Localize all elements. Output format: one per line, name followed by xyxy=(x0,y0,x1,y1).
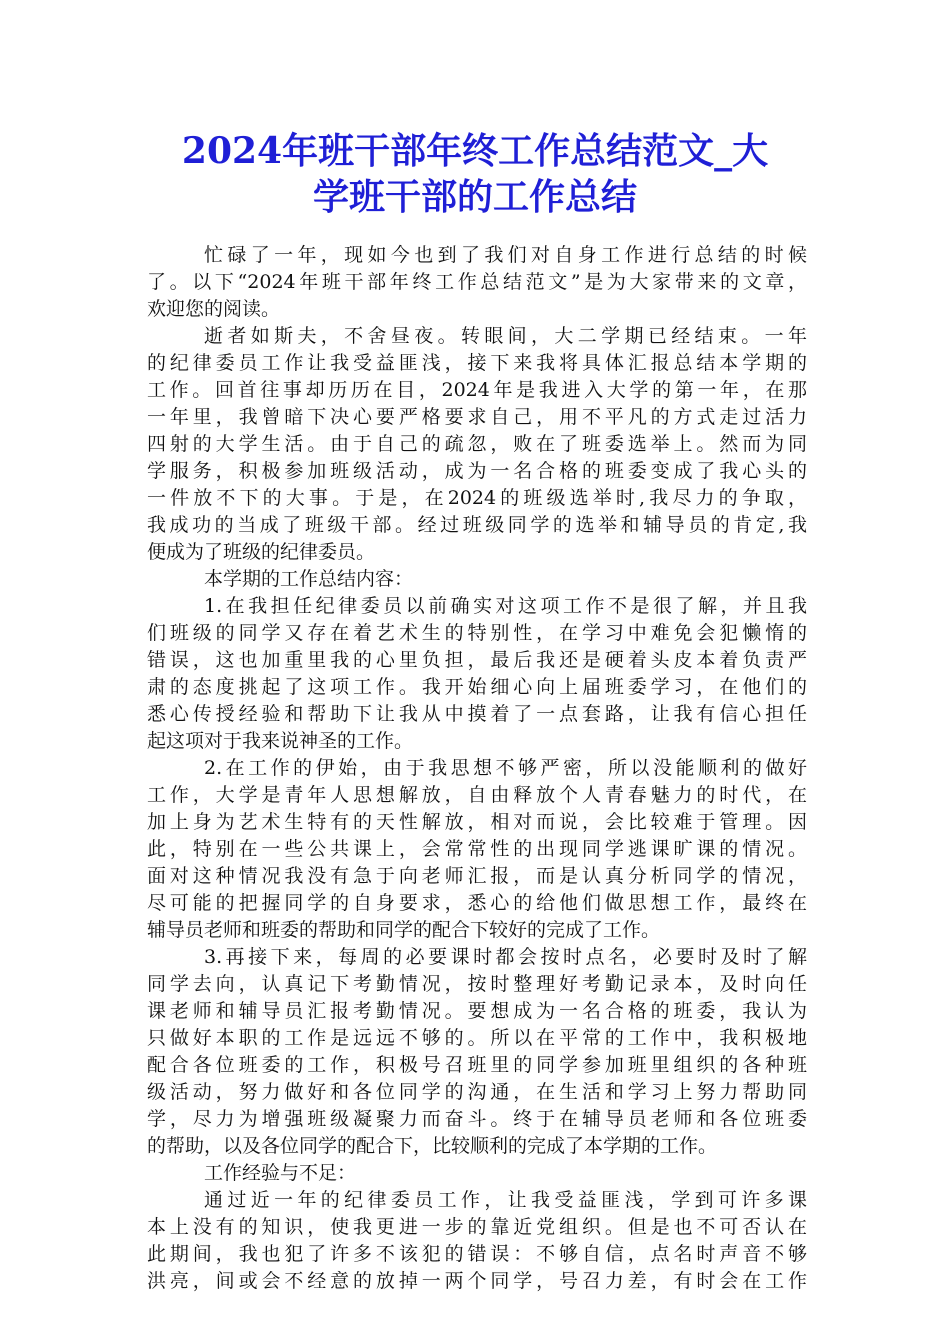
text-line: 学服务，积极参加班级活动，成为一名合格的班委变成了我心头的 xyxy=(147,460,807,482)
text-line: 悉心传授经验和帮助下让我从中摸着了一点套路，让我有信心担任 xyxy=(147,703,807,725)
text-line: 此期间，我也犯了许多不该犯的错误：不够自信，点名时声音不够 xyxy=(147,1243,807,1265)
text-line: 便成为了班级的纪律委员。 xyxy=(147,541,376,563)
text-line: 2.在工作的伊始，由于我思想不够严密，所以没能顺利的做好 xyxy=(204,757,807,779)
text-line: 同学去向，认真记下考勤情况，按时整理好考勤记录本，及时向任 xyxy=(147,973,807,995)
text-line: 级活动，努力做好和各位同学的沟通，在生活和学习上努力帮助同 xyxy=(147,1081,807,1103)
text-line: 一件放不下的大事。于是，在2024的班级选举时,我尽力的争取， xyxy=(147,487,807,509)
text-line: 一年里，我曾暗下决心要严格要求自己，用不平凡的方式走过活力 xyxy=(147,406,807,428)
paragraph xyxy=(147,242,807,323)
text-line: 尽可能的把握同学的自身要求，悉心的给他们做思想工作，最终在 xyxy=(147,892,807,914)
text-line: 们班级的同学又存在着艺术生的特别性，在学习中难免会犯懒惰的 xyxy=(147,622,807,644)
text-line: 的帮助，以及各位同学的配合下，比较顺利的完成了本学期的工作。 xyxy=(147,1135,718,1157)
text-line: 本学期的工作总结内容： xyxy=(204,568,414,590)
text-line: 的纪律委员工作让我受益匪浅，接下来我将具体汇报总结本学期的 xyxy=(147,352,807,374)
text-line: 配合各位班委的工作，积极号召班里的同学参加班里组织的各种班 xyxy=(147,1054,807,1076)
text-line: 忙碌了一年，现如今也到了我们对自身工作进行总结的时候 xyxy=(204,244,807,266)
document-title xyxy=(120,128,830,220)
paragraph xyxy=(147,944,807,1160)
paragraph xyxy=(147,566,807,593)
text-line: 学，尽力为增强班级凝聚力而奋斗。终于在辅导员老师和各位班委 xyxy=(147,1108,807,1130)
document-body xyxy=(147,242,807,1295)
text-line: 1.在我担任纪律委员以前确实对这项工作不是很了解，并且我 xyxy=(204,595,807,617)
text-line: 辅导员老师和班委的帮助和同学的配合下较好的完成了工作。 xyxy=(147,919,661,941)
text-line: 四射的大学生活。由于自己的疏忽，败在了班委选举上。然而为同 xyxy=(147,433,807,455)
text-line: 错误，这也加重里我的心里负担，最后我还是硬着头皮本着负责严 xyxy=(147,649,807,671)
text-line: 面对这种情况我没有急于向老师汇报，而是认真分析同学的情况， xyxy=(147,865,807,887)
title-line: 学班干部的工作总结 xyxy=(312,176,637,218)
text-line: 肃的态度挑起了这项工作。我开始细心向上届班委学习，在他们的 xyxy=(147,676,807,698)
text-line: 通过近一年的纪律委员工作，让我受益匪浅，学到可许多课 xyxy=(204,1189,807,1211)
text-line: 此，特别在一些公共课上，会常常性的出现同学逃课旷课的情况。 xyxy=(147,838,807,860)
text-line: 欢迎您的阅读。 xyxy=(147,298,281,320)
text-line: 课老师和辅导员汇报考勤情况。要想成为一名合格的班委，我认为 xyxy=(147,1000,807,1022)
title-line: 2024年班干部年终工作总结范文_大 xyxy=(181,130,769,172)
paragraph xyxy=(147,1187,807,1295)
text-line: 工作，大学是青年人思想解放，自由释放个人青春魅力的时代，在 xyxy=(147,784,807,806)
text-line: 只做好本职的工作是远远不够的。所以在平常的工作中，我积极地 xyxy=(147,1027,807,1049)
paragraph xyxy=(147,755,807,944)
text-line: 逝者如斯夫，不舍昼夜。转眼间，大二学期已经结束。一年 xyxy=(204,325,807,347)
paragraph xyxy=(147,1160,807,1187)
text-line: 洪亮，间或会不经意的放掉一两个同学，号召力差，有时会在工作 xyxy=(147,1270,807,1292)
paragraph xyxy=(147,593,807,755)
text-line: 工作经验与不足： xyxy=(204,1162,357,1184)
text-line: 本上没有的知识，使我更进一步的靠近党组织。但是也不可否认在 xyxy=(147,1216,807,1238)
text-line: 加上身为艺术生特有的天性解放，相对而说，会比较难于管理。因 xyxy=(147,811,807,833)
text-line: 起这项对于我来说神圣的工作。 xyxy=(147,730,414,752)
paragraph xyxy=(147,323,807,566)
text-line: 了。以下“2024年班干部年终工作总结范文”是为大家带来的文章， xyxy=(147,271,807,293)
text-line: 工作。回首往事却历历在目，2024年是我进入大学的第一年，在那 xyxy=(147,379,807,401)
text-line: 3.再接下来，每周的必要课时都会按时点名，必要时及时了解 xyxy=(204,946,807,968)
text-line: 我成功的当成了班级干部。经过班级同学的选举和辅导员的肯定,我 xyxy=(147,514,807,536)
